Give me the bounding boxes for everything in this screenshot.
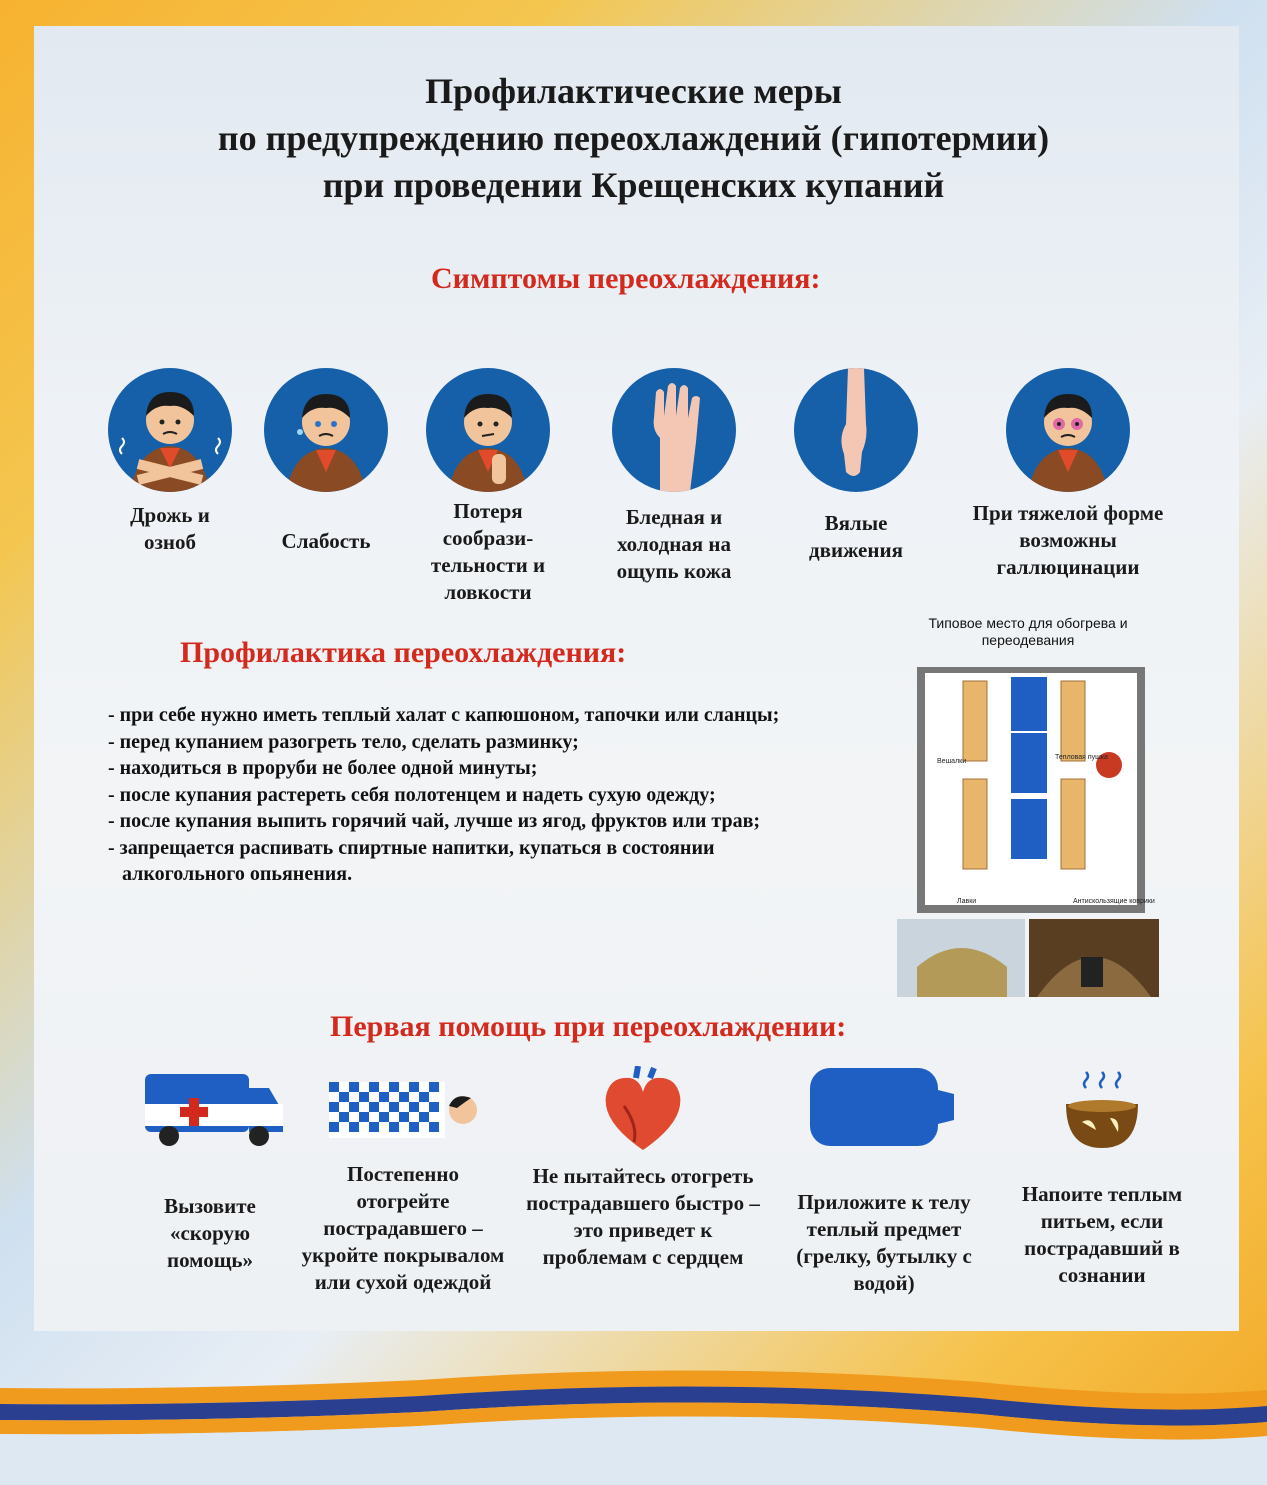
title-line-3: при проведении Крещенских купаний bbox=[322, 165, 945, 205]
confused-person-icon bbox=[426, 368, 550, 492]
symptom-label: При тяжелой форме возможны галлюцинации bbox=[972, 501, 1164, 579]
weak-person-icon bbox=[264, 368, 388, 492]
symptom-label: Бледная и холодная на ощупь кожа bbox=[616, 505, 732, 583]
symptoms-heading: Симптомы переохлаждения: bbox=[431, 262, 821, 295]
tent-label-mats: Антискользящие коврики bbox=[1073, 898, 1155, 905]
first-aid-item bbox=[130, 1068, 290, 1274]
hallucinating-person-icon bbox=[1006, 368, 1130, 492]
first-aid-label: Постепенно отогрейте пострадавшего – укройте покрывалом или сухой одеждой bbox=[301, 1162, 505, 1294]
symptom-item bbox=[80, 368, 260, 556]
tent-plan-image bbox=[897, 667, 1159, 997]
title-line-2: по предупреждению переохлаждений (гипотермии) bbox=[217, 118, 1050, 158]
tent-label-benches: Лавки bbox=[957, 898, 977, 905]
symptom-item bbox=[236, 368, 416, 555]
prevention-list bbox=[108, 702, 788, 888]
first-aid-item bbox=[780, 1064, 988, 1297]
page-title bbox=[0, 68, 1267, 209]
hot-drink-icon bbox=[1052, 1068, 1152, 1152]
prevention-item: - находиться в проруби не более одной минуты; bbox=[108, 757, 538, 779]
first-aid-heading: Первая помощь при переохлаждении: bbox=[330, 1010, 847, 1043]
symptom-item bbox=[398, 368, 578, 606]
prevention-item: - при себе нужно иметь теплый халат с капюшоном, тапочки или сланцы; bbox=[108, 704, 780, 726]
tent-label-heater: Тепловая пушка bbox=[1055, 754, 1108, 761]
first-aid-item bbox=[1000, 1068, 1204, 1289]
first-aid-label: Приложите к телу теплый предмет (грелку, бутылку с водой) bbox=[796, 1190, 972, 1295]
first-aid-label: Напоите теплым питьем, если пострадавший в сознании bbox=[1021, 1182, 1183, 1287]
first-aid-label: Не пытайтесь отогреть пострадавшего быстро – это приведет к проблемам с сердцем bbox=[526, 1164, 760, 1269]
shivering-person-icon bbox=[108, 368, 232, 492]
symptom-item bbox=[584, 368, 764, 585]
tent-label-hanger: Вешалки bbox=[937, 758, 967, 765]
symptom-label: Вялые движения bbox=[809, 511, 903, 562]
heart-icon bbox=[598, 1066, 688, 1152]
first-aid-item bbox=[298, 1078, 508, 1296]
prevention-heading: Профилактика переохлаждения: bbox=[180, 636, 627, 669]
prevention-item: - после купания растереть себя полотенцем и надеть сухую одежду; bbox=[108, 783, 716, 806]
tent-caption: Типовое место для обогрева и переодевания bbox=[928, 615, 1128, 648]
tent-diagram bbox=[897, 615, 1159, 985]
symptom-label: Слабость bbox=[281, 529, 371, 553]
symptom-label: Потеря сообрази-тельности и ловкости bbox=[430, 499, 546, 604]
limp-arm-icon bbox=[794, 368, 918, 492]
title-line-1: Профилактические меры bbox=[425, 71, 842, 111]
prevention-item: - после купания выпить горячий чай, лучше из ягод, фруктов или трав; bbox=[108, 810, 761, 832]
symptom-item bbox=[766, 368, 946, 564]
prevention-item: - запрещается распивать спиртные напитки, купаться в состоянии алкогольного опьянения. bbox=[108, 836, 715, 885]
hot-water-bottle-icon bbox=[804, 1064, 964, 1148]
first-aid-item bbox=[520, 1066, 766, 1271]
decorative-ribbon bbox=[0, 1340, 1267, 1485]
symptom-label: Дрожь и озноб bbox=[130, 503, 210, 554]
prevention-item: - перед купанием разогреть тело, сделать разминку; bbox=[108, 730, 579, 753]
first-aid-label: Вызовите «скорую помощь» bbox=[164, 1194, 256, 1272]
ambulance-icon bbox=[135, 1068, 285, 1148]
pale-hand-icon bbox=[612, 368, 736, 492]
blanket-person-icon bbox=[325, 1078, 481, 1144]
symptom-item bbox=[972, 368, 1164, 581]
